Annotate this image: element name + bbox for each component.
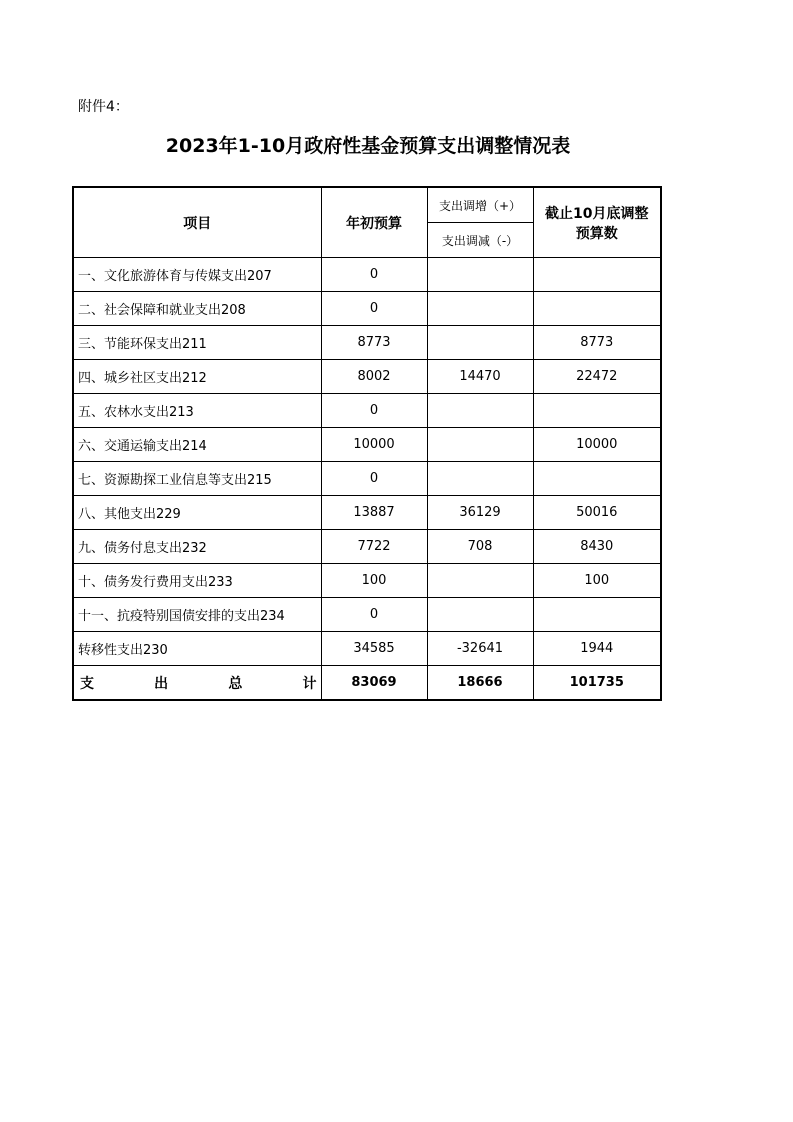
row-item: 七、资源勘探工业信息等支出215 [73, 462, 321, 496]
row-initial: 7722 [321, 530, 427, 564]
total-row [73, 666, 661, 701]
row-final: 100 [533, 564, 661, 598]
row-item: 六、交通运输支出214 [73, 428, 321, 462]
row-initial: 34585 [321, 632, 427, 666]
row-final [533, 258, 661, 292]
row-initial: 10000 [321, 428, 427, 462]
header-item: 项目 [73, 187, 321, 258]
row-adjust [427, 462, 533, 496]
row-item: 转移性支出230 [73, 632, 321, 666]
table-row [73, 292, 661, 326]
row-adjust: 36129 [427, 496, 533, 530]
header-increase: 支出调增（+） [427, 187, 533, 223]
total-label-char: 计 [302, 675, 317, 692]
table-row [73, 360, 661, 394]
row-item: 四、城乡社区支出212 [73, 360, 321, 394]
table-row [73, 496, 661, 530]
row-adjust [427, 564, 533, 598]
row-final: 1944 [533, 632, 661, 666]
row-initial: 0 [321, 258, 427, 292]
total-adjust: 18666 [427, 666, 533, 701]
table-row [73, 598, 661, 632]
row-final: 22472 [533, 360, 661, 394]
row-item: 五、农林水支出213 [73, 394, 321, 428]
row-initial: 100 [321, 564, 427, 598]
table-row [73, 428, 661, 462]
row-adjust [427, 326, 533, 360]
table-row [73, 530, 661, 564]
total-label-char: 支 [80, 675, 94, 692]
row-item: 十、债务发行费用支出233 [73, 564, 321, 598]
table-row [73, 632, 661, 666]
row-adjust [427, 598, 533, 632]
header-final-line2: 预算数 [575, 225, 618, 242]
row-initial: 0 [321, 462, 427, 496]
row-initial: 8773 [321, 326, 427, 360]
total-label-char: 总 [228, 675, 243, 692]
row-final: 8773 [533, 326, 661, 360]
row-initial: 0 [321, 394, 427, 428]
total-label-char: 出 [154, 675, 169, 692]
row-final: 50016 [533, 496, 661, 530]
row-adjust [427, 258, 533, 292]
row-adjust: 14470 [427, 360, 533, 394]
row-adjust [427, 292, 533, 326]
row-initial: 8002 [321, 360, 427, 394]
row-adjust [427, 428, 533, 462]
row-item: 十一、抗疫特别国债安排的支出234 [73, 598, 321, 632]
table-row [73, 258, 661, 292]
budget-table [72, 186, 662, 701]
row-initial: 13887 [321, 496, 427, 530]
row-adjust [427, 394, 533, 428]
row-item: 二、社会保障和就业支出208 [73, 292, 321, 326]
table-body [73, 258, 661, 666]
table-row [73, 462, 661, 496]
row-item: 三、节能环保支出211 [73, 326, 321, 360]
table-row [73, 564, 661, 598]
row-initial: 0 [321, 598, 427, 632]
row-item: 八、其他支出229 [73, 496, 321, 530]
row-initial: 0 [321, 292, 427, 326]
row-final: 10000 [533, 428, 661, 462]
total-label-cell [73, 666, 321, 701]
header-final-line1: 截止10月底调整 [545, 205, 649, 222]
header-final-budget [533, 187, 661, 258]
row-item: 九、债务付息支出232 [73, 530, 321, 564]
row-adjust: -32641 [427, 632, 533, 666]
row-final [533, 462, 661, 496]
row-final [533, 394, 661, 428]
attachment-label: 附件4： [78, 99, 129, 115]
total-final: 101735 [533, 666, 661, 701]
row-final: 8430 [533, 530, 661, 564]
row-adjust: 708 [427, 530, 533, 564]
row-final [533, 292, 661, 326]
row-final [533, 598, 661, 632]
page-title: 2023年1-10月政府性基金预算支出调整情况表 [165, 135, 571, 157]
table-row [73, 394, 661, 428]
table-row [73, 326, 661, 360]
header-decrease: 支出调减（-） [427, 223, 533, 258]
total-initial: 83069 [321, 666, 427, 701]
row-item: 一、文化旅游体育与传媒支出207 [73, 258, 321, 292]
header-initial-budget: 年初预算 [321, 187, 427, 258]
